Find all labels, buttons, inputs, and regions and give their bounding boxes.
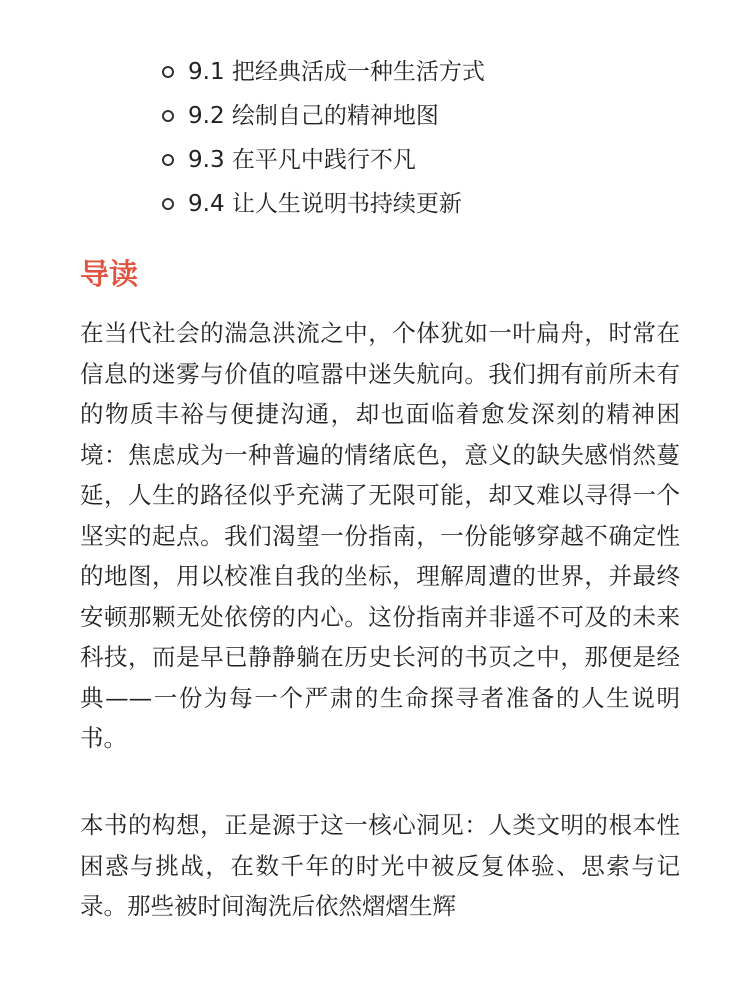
body-paragraph: 在当代社会的湍急洪流之中，个体犹如一叶扁舟，时常在信息的迷雾与价值的喧嚣中迷失航向。我们拥有前所未有的物质丰裕与便捷沟通，却也面临着愈发深刻的精神困境：焦虑成为一种普遍的情绪底色，意义的缺失感悄然蔓延，人生的路径似乎充满了无限可能，却又难以寻得一个坚实的起点。我们渴望一份指南，一份能够穿越不确定性的地图，用以校准自我的坐标，理解周遭的世界，并最终安顿那颗无处依傍的内心。这份指南并非遥不可及的未来科技，而是早已静静躺在历史长河的书页之中，那便是经典——一份为每一个严肃的生命探寻者准备的人生说明书。 <box>80 319 680 752</box>
hollow-circle-bullet-icon <box>162 198 174 210</box>
section-heading: 导读 <box>80 257 139 291</box>
toc-item[interactable] <box>162 94 722 138</box>
table-of-contents <box>162 50 722 226</box>
body-paragraph: 本书的构想，正是源于这一核心洞见：人类文明的根本性困惑与挑战，在数千年的时光中被反复体验、思索与记录。那些被时间淘洗后依然熠熠生辉 <box>80 811 680 920</box>
toc-item-label: 9.4 让人生说明书持续更新 <box>188 191 462 217</box>
toc-item[interactable] <box>162 138 722 182</box>
toc-item-label: 9.2 绘制自己的精神地图 <box>188 103 439 129</box>
toc-item-label: 9.1 把经典活成一种生活方式 <box>188 59 485 85</box>
hollow-circle-bullet-icon <box>162 110 174 122</box>
toc-item[interactable] <box>162 50 722 94</box>
hollow-circle-bullet-icon <box>162 66 174 78</box>
toc-item[interactable] <box>162 182 722 226</box>
hollow-circle-bullet-icon <box>162 154 174 166</box>
toc-item-label: 9.3 在平凡中践行不凡 <box>188 147 416 173</box>
